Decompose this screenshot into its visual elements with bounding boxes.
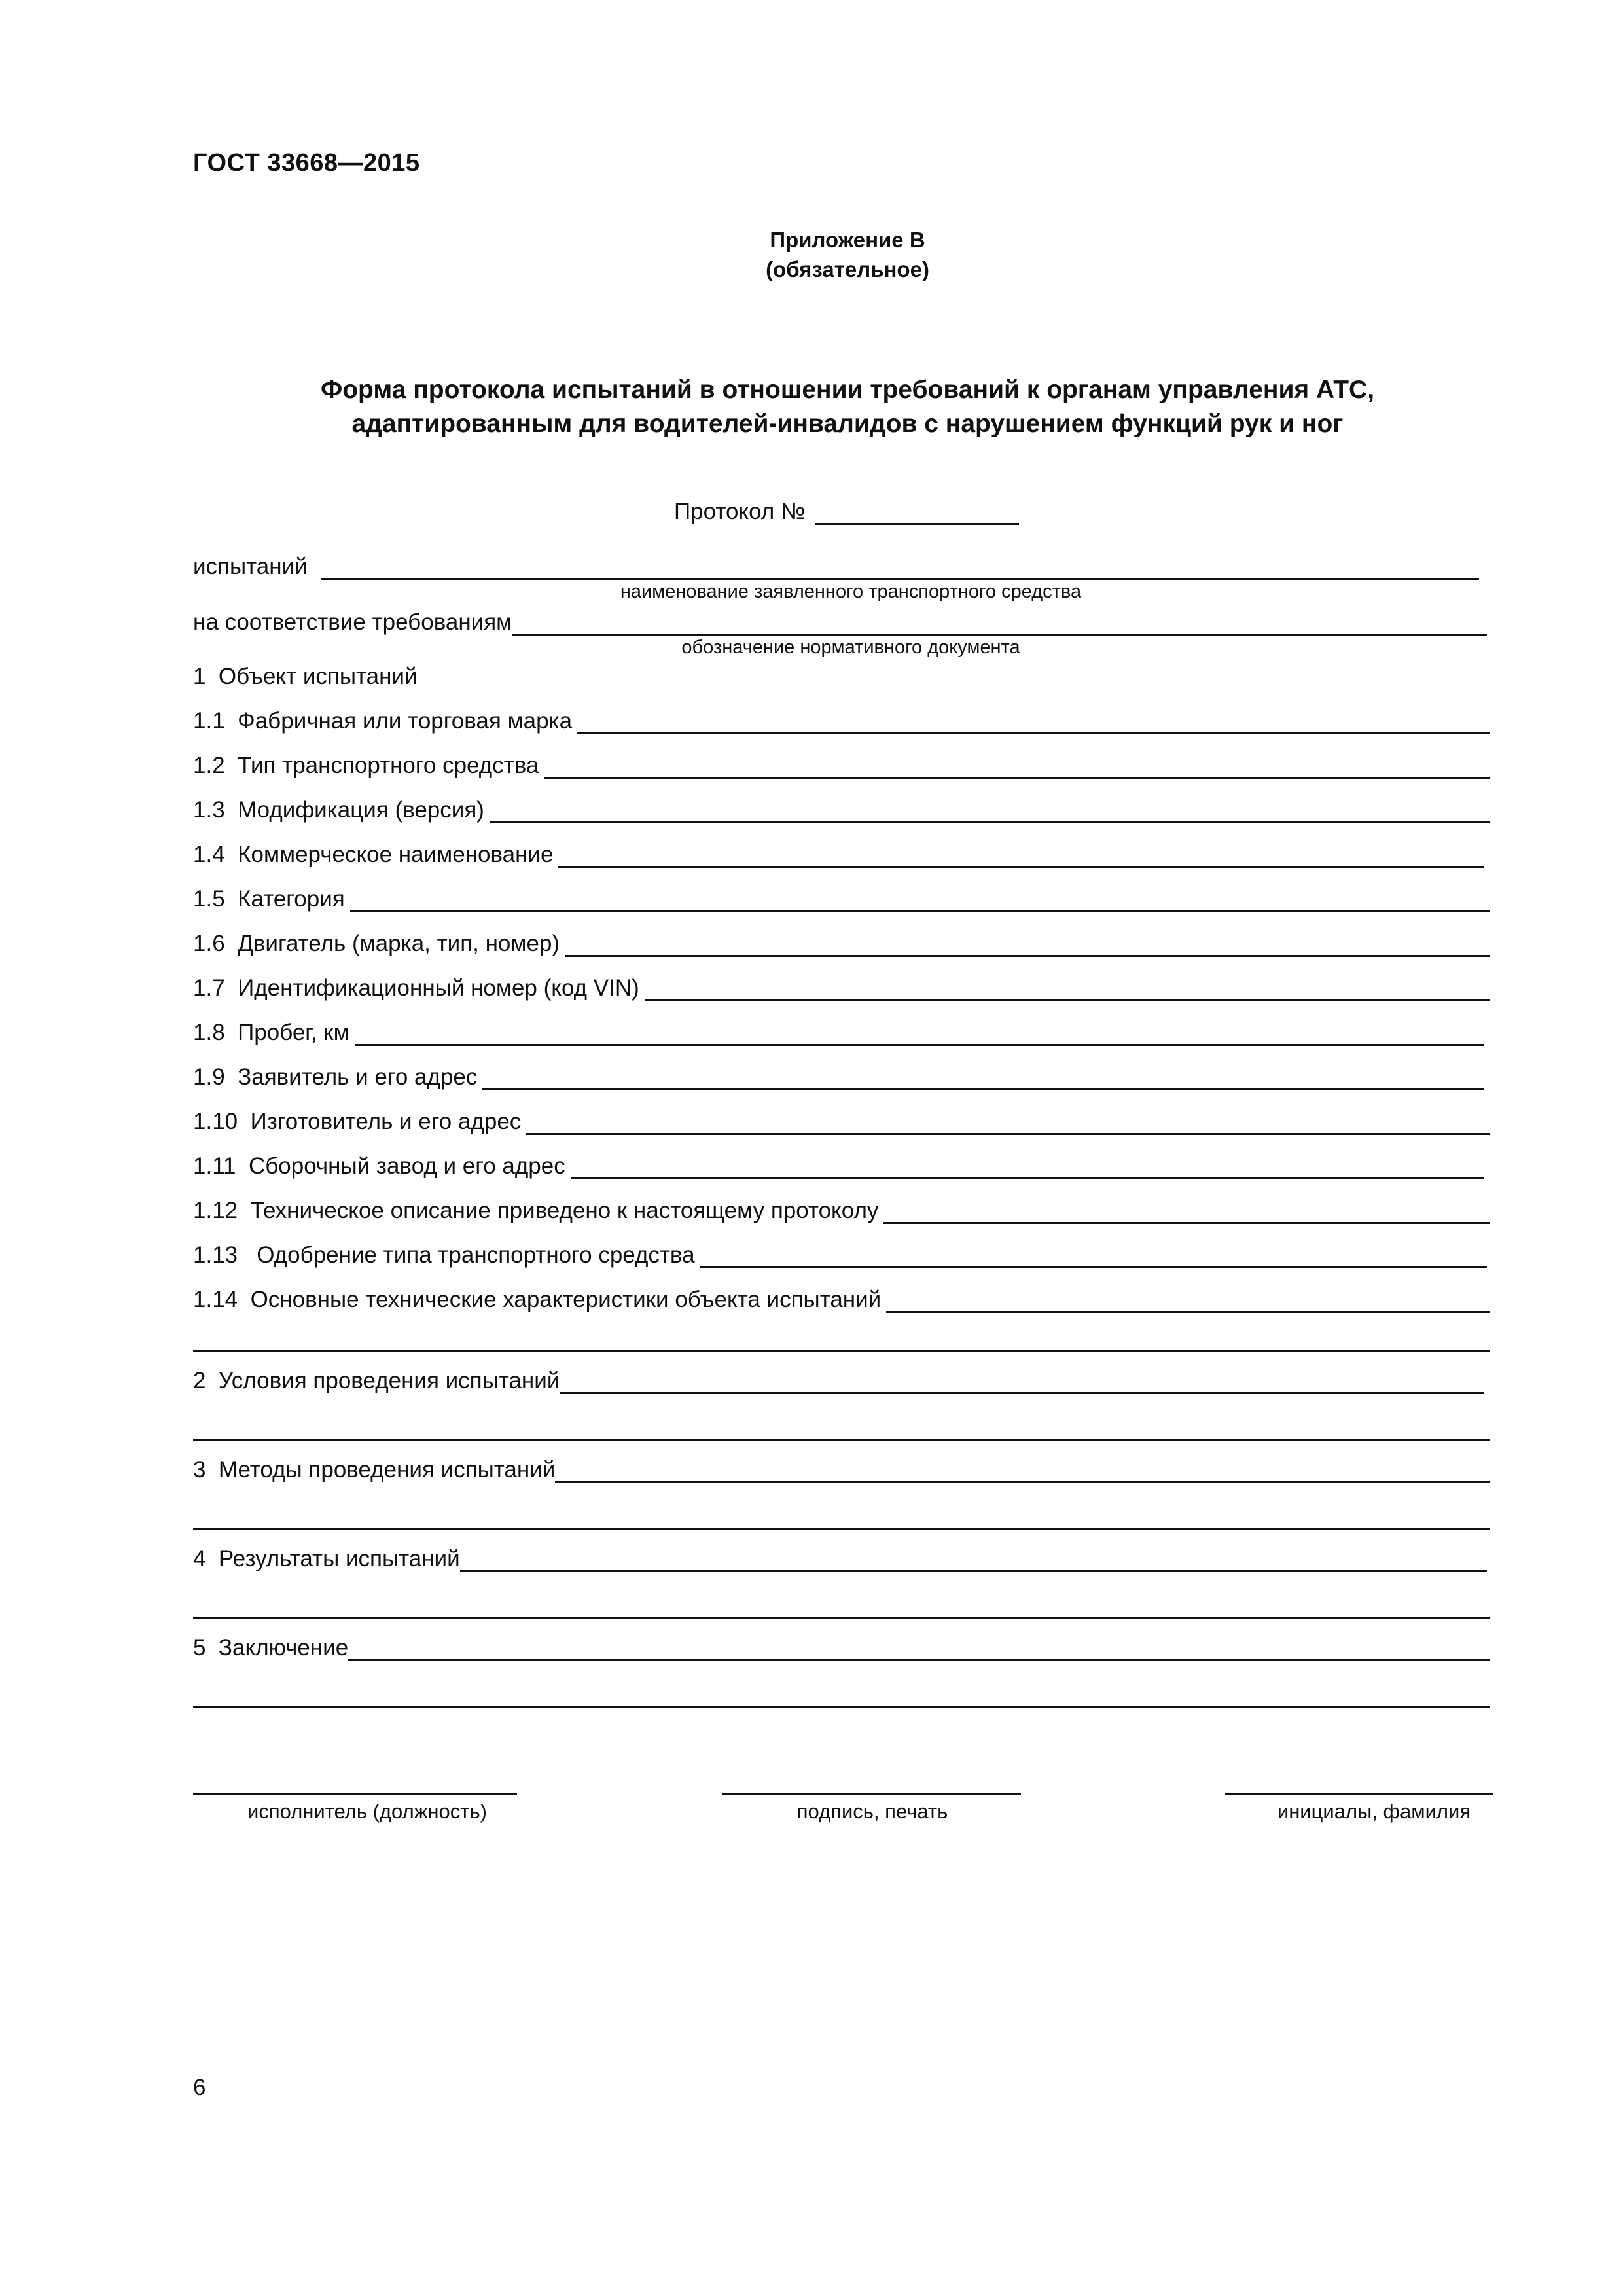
protocol-number (674, 499, 1019, 525)
item-row (193, 708, 1490, 734)
tests-hint: наименование заявленного транспортного средства (620, 581, 1082, 602)
item-label: 1.13 Одобрение типа транспортного средства (193, 1242, 695, 1268)
item-field[interactable] (886, 1287, 1490, 1313)
annex-title: Приложение В (770, 228, 925, 252)
item-row (193, 753, 1490, 779)
section-field[interactable] (348, 1636, 1490, 1661)
item-row (193, 1020, 1484, 1046)
item-row (193, 1287, 1490, 1313)
item-row (193, 1198, 1490, 1224)
tests-label: испытаний (193, 554, 308, 579)
section-row (193, 1368, 1484, 1394)
item-label: 1.2 Тип транспортного средства (193, 753, 539, 778)
section-row (193, 1546, 1487, 1572)
item-label: 1.1 Фабричная или торговая марка (193, 708, 573, 734)
section-field[interactable] (555, 1458, 1490, 1483)
item-row (193, 886, 1490, 912)
item-row (193, 931, 1490, 957)
compliance-field[interactable] (512, 610, 1487, 636)
item-row (193, 797, 1490, 823)
compliance-hint: обозначение нормативного документа (681, 637, 1020, 658)
item-field[interactable] (526, 1109, 1490, 1135)
tests-row (193, 554, 1479, 580)
section-field[interactable] (560, 1369, 1484, 1394)
item-label: 1.10 Изготовитель и его адрес (193, 1109, 522, 1134)
item-field[interactable] (645, 976, 1490, 1001)
compliance-label: на соответствие требованиям (193, 609, 512, 635)
continuation-line[interactable] (193, 1706, 1490, 1708)
item-label: 1.3 Модификация (версия) (193, 797, 484, 823)
item-row (193, 842, 1484, 868)
page-number: 6 (193, 2075, 206, 2100)
tests-field[interactable] (321, 554, 1479, 580)
continuation-line[interactable] (193, 1439, 1490, 1441)
item-field[interactable] (544, 753, 1490, 779)
item-field[interactable] (558, 842, 1484, 868)
section-label: 5 Заключение (193, 1635, 349, 1660)
item-field[interactable] (577, 709, 1490, 734)
section-row (193, 1635, 1490, 1661)
section-label: 2 Условия проведения испытаний (193, 1368, 560, 1393)
item-label: 1.4 Коммерческое наименование (193, 842, 554, 867)
section-label: 4 Результаты испытаний (193, 1546, 460, 1571)
item-label: 1.6 Двигатель (марка, тип, номер) (193, 931, 560, 956)
item-row (193, 1064, 1484, 1090)
document-code: ГОСТ 33668—2015 (193, 149, 420, 177)
item-field[interactable] (355, 1020, 1484, 1046)
item-label: 1.12 Техническое описание приведено к настоящему протоколу (193, 1198, 879, 1223)
item-row (193, 1242, 1487, 1268)
item-row (193, 1153, 1484, 1179)
name-caption: инициалы, фамилия (1277, 1800, 1471, 1823)
name-line[interactable] (1225, 1793, 1493, 1795)
item-field[interactable] (490, 798, 1490, 823)
item-label: 1.11 Сборочный завод и его адрес (193, 1153, 565, 1179)
item-field[interactable] (482, 1065, 1484, 1090)
protocol-number-field[interactable] (815, 499, 1019, 525)
item-label: 1.14 Основные технические характеристики объекта испытаний (193, 1287, 882, 1312)
section-label: 3 Методы проведения испытаний (193, 1457, 556, 1482)
section-row (193, 1457, 1490, 1483)
continuation-line[interactable] (193, 1350, 1490, 1352)
continuation-line[interactable] (193, 1528, 1490, 1530)
annex-status: (обязательное) (766, 257, 929, 281)
protocol-label: Протокол № (674, 499, 806, 524)
form-title-line-2: адаптированным для водителей-инвалидов с нарушением функций рук и ног (351, 410, 1344, 438)
item-label: 1.5 Категория (193, 886, 345, 912)
section-field[interactable] (460, 1547, 1487, 1572)
performer-line[interactable] (193, 1793, 517, 1795)
item-field[interactable] (571, 1154, 1484, 1179)
item-field[interactable] (350, 887, 1490, 912)
item-row (193, 1109, 1490, 1135)
item-label: 1.9 Заявитель и его адрес (193, 1064, 478, 1090)
item-field[interactable] (700, 1243, 1487, 1268)
performer-caption: исполнитель (должность) (247, 1800, 487, 1823)
compliance-row (193, 609, 1487, 636)
item-row (193, 975, 1490, 1001)
item-field[interactable] (565, 931, 1490, 957)
continuation-line[interactable] (193, 1617, 1490, 1619)
signature-caption: подпись, печать (796, 1800, 948, 1823)
section-1-heading: 1 Объект испытаний (193, 664, 418, 689)
form-title-line-1: Форма протокола испытаний в отношении требований к органам управления АТС, (320, 376, 1375, 404)
item-label: 1.7 Идентификационный номер (код VIN) (193, 975, 639, 1001)
signature-line[interactable] (722, 1793, 1021, 1795)
item-label: 1.8 Пробег, км (193, 1020, 349, 1045)
item-field[interactable] (883, 1198, 1490, 1224)
